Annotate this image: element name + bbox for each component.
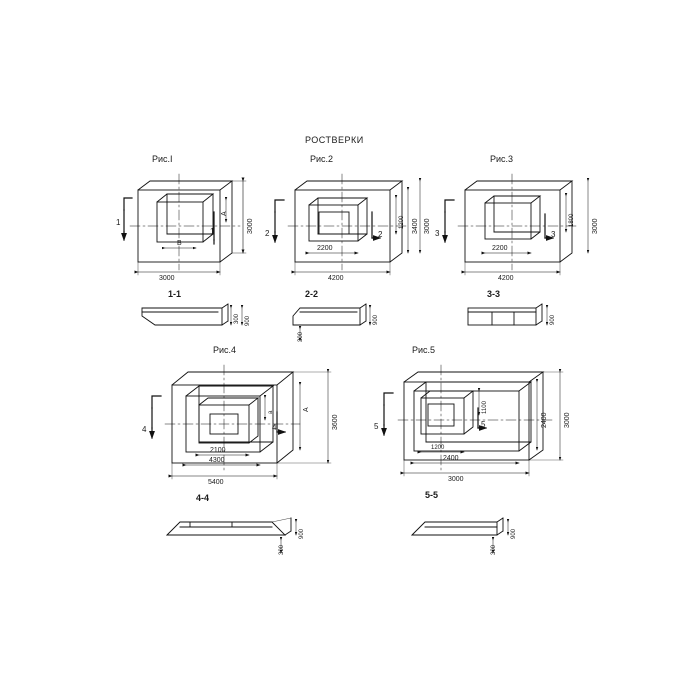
figure-caption-4: Рис.4 [213,345,237,355]
fig3-dim-right-inner: 1800 [569,213,575,227]
fig1-section [142,304,242,325]
fig2-dim-right: 3000 [424,218,431,234]
fig1-section-dim-900: 900 [245,315,251,326]
cut-mark-4-left: 4 [142,425,147,434]
section-label-1-1: 1-1 [168,289,182,299]
fig3-section [468,304,547,325]
cut-mark-3-left: 3 [435,229,440,238]
fig1-letter-b: B [177,240,182,247]
fig5-dim-right-mid: 2400 [541,412,548,428]
cut-mark-5-right: 5 [481,420,486,429]
figure-caption-2: Рис.2 [310,154,334,164]
cut-mark-1-right: 1 [210,227,215,236]
section-label-4-4: 4-4 [196,493,210,503]
fig2-section [293,304,370,341]
cut-mark-2-left: 2 [265,229,270,238]
fig5-dim-mid: 2400 [443,455,459,462]
fig2-section-dim-300: 300 [298,331,304,342]
fig4-section [167,518,296,553]
fig4-dim-inner: 2100 [210,447,226,454]
fig5-section-dim-900: 900 [511,528,517,539]
fig2-dim-inner: 2200 [317,245,333,252]
cut-mark-3-right: 3 [551,230,556,239]
fig4-letter-a: A [303,407,310,412]
fig4-section-dim-300: 300 [279,544,285,555]
section-label-5-5: 5-5 [425,490,439,500]
fig3-plan [445,174,588,275]
figure-caption-3: Рис.3 [490,154,514,164]
fig4-dim-mid: 4300 [209,457,225,464]
fig5-dim-right-inner: 1100 [482,401,488,414]
section-label-2-2: 2-2 [305,289,319,299]
fig3-dim-right: 3000 [592,218,599,234]
fig5-dim-inner: 1200 [431,445,445,451]
figure-caption-1: Рис.I [152,154,173,164]
fig2-dim-right-mid: 3400 [412,218,419,234]
fig5-section-dim-300: 300 [491,544,497,555]
fig5-dim-right: 3000 [564,412,571,428]
fig5-plan [384,365,563,476]
fig2-dim-right-inner: 1200 [399,215,405,229]
fig4-dim-bottom: 5400 [208,479,224,486]
fig1-dim-bottom: 3000 [159,275,175,282]
fig3-section-dim-900: 900 [550,314,556,325]
fig3-dim-bottom: 4200 [498,275,514,282]
drawing-title: РОСТВЕРКИ [305,135,364,145]
fig2-dim-bottom: 4200 [328,275,344,282]
fig4-dim-right: 3600 [332,414,339,430]
figure-caption-5: Рис.5 [412,345,436,355]
fig1-letter-a: A [221,211,228,216]
fig2-section-dim-900: 900 [373,314,379,325]
fig1-dim-right: 3000 [247,218,254,234]
cut-mark-1-left: 1 [116,218,121,227]
section-label-3-3: 3-3 [487,289,501,299]
fig5-dim-bottom: 3000 [448,476,464,483]
fig3-dim-inner: 2200 [492,245,508,252]
fig1-section-dim-300: 300 [234,313,240,324]
fig4-plan [152,365,331,479]
fig4-section-dim-900: 900 [299,528,305,539]
cut-mark-2-right: 2 [378,230,383,239]
fig1-plan [124,174,246,275]
fig4-letter-a2: a [268,410,274,414]
cut-mark-4-right: 4 [272,423,277,432]
cut-mark-5-left: 5 [374,422,379,431]
